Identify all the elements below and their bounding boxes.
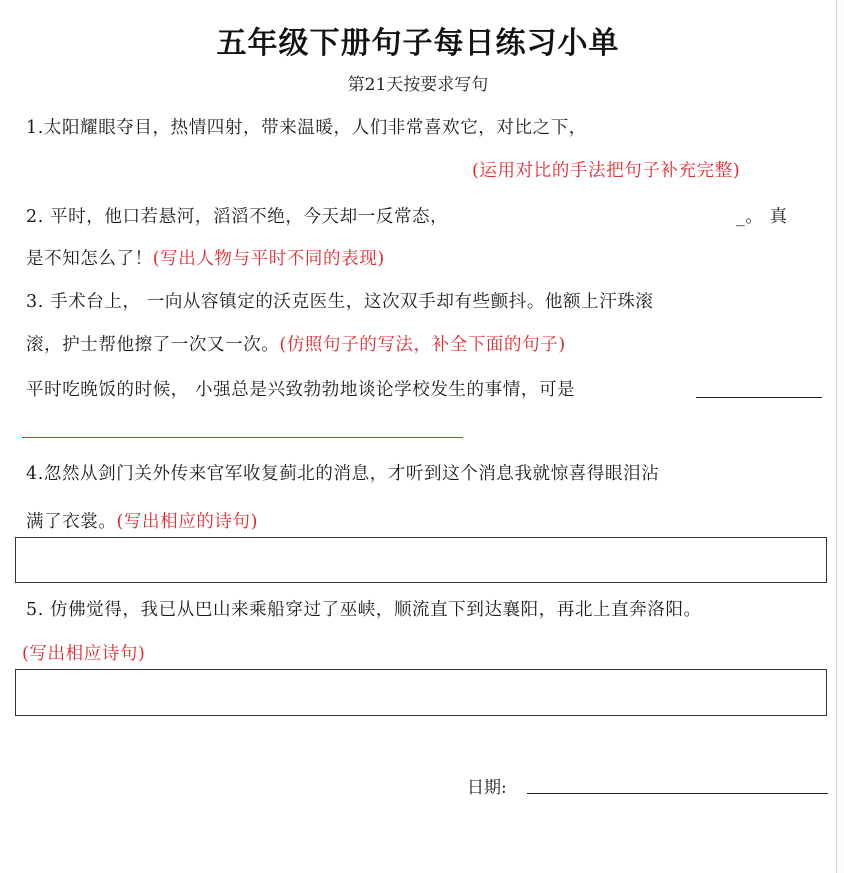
question-2-text: 2. 平时，他口若悬河，滔滔不绝，今天却一反常态， (26, 207, 449, 227)
question-1-text: 1.太阳耀眼夺目，热情四射，带来温暖，人们非常喜欢它，对比之下， (26, 118, 587, 138)
page-title: 五年级下册句子每日练习小单 (216, 26, 620, 61)
question-3-answer-line[interactable] (696, 397, 822, 398)
question-3-line-1: 3. 手术台上， 一向从容镇定的沃克医生，这次双手却有些颤抖。他额上汗珠滚 (26, 292, 654, 312)
question-5-answer-box[interactable] (15, 669, 827, 716)
question-2-text-continued (26, 245, 385, 270)
question-2-blank-mark: _。 真 (736, 207, 788, 227)
question-4-line-2 (26, 508, 258, 533)
question-4-text-b: 满了衣裳。 (26, 512, 117, 532)
question-4-answer-box[interactable] (15, 537, 827, 583)
question-4-instruction: (写出相应的诗句) (116, 512, 259, 532)
date-answer-line[interactable] (527, 793, 828, 794)
date-label: 日期: (467, 778, 507, 798)
question-3-text-b: 滚，护士帮他擦了一次又一次。 (26, 335, 280, 355)
question-2-instruction: (写出人物与平时不同的表现) (152, 249, 385, 269)
question-5-text: 5. 仿佛觉得，我已从巴山来乘船穿过了巫峡，顺流直下到达襄阳，再北上直奔洛阳。 (26, 600, 702, 620)
question-3-prompt: 平时吃晚饭的时候， 小强总是兴致勃勃地谈论学校发生的事情，可是 (26, 380, 576, 400)
question-1-instruction: (运用对比的手法把句子补充完整) (472, 161, 741, 181)
question-4-line-1: 4.忽然从剑门关外传来官军收复蓟北的消息，才听到这个消息我就惊喜得眼泪沾 (26, 464, 660, 484)
question-3-answer-line-2[interactable] (22, 437, 463, 438)
question-3-line-2 (26, 331, 566, 356)
question-2-text-b: 是不知怎么了！ (26, 249, 153, 269)
question-3-instruction: (仿照句子的写法，补全下面的句子) (279, 335, 566, 355)
page-subtitle: 第21天按要求写句 (347, 75, 489, 95)
question-5-instruction: (写出相应诗句) (22, 644, 146, 664)
